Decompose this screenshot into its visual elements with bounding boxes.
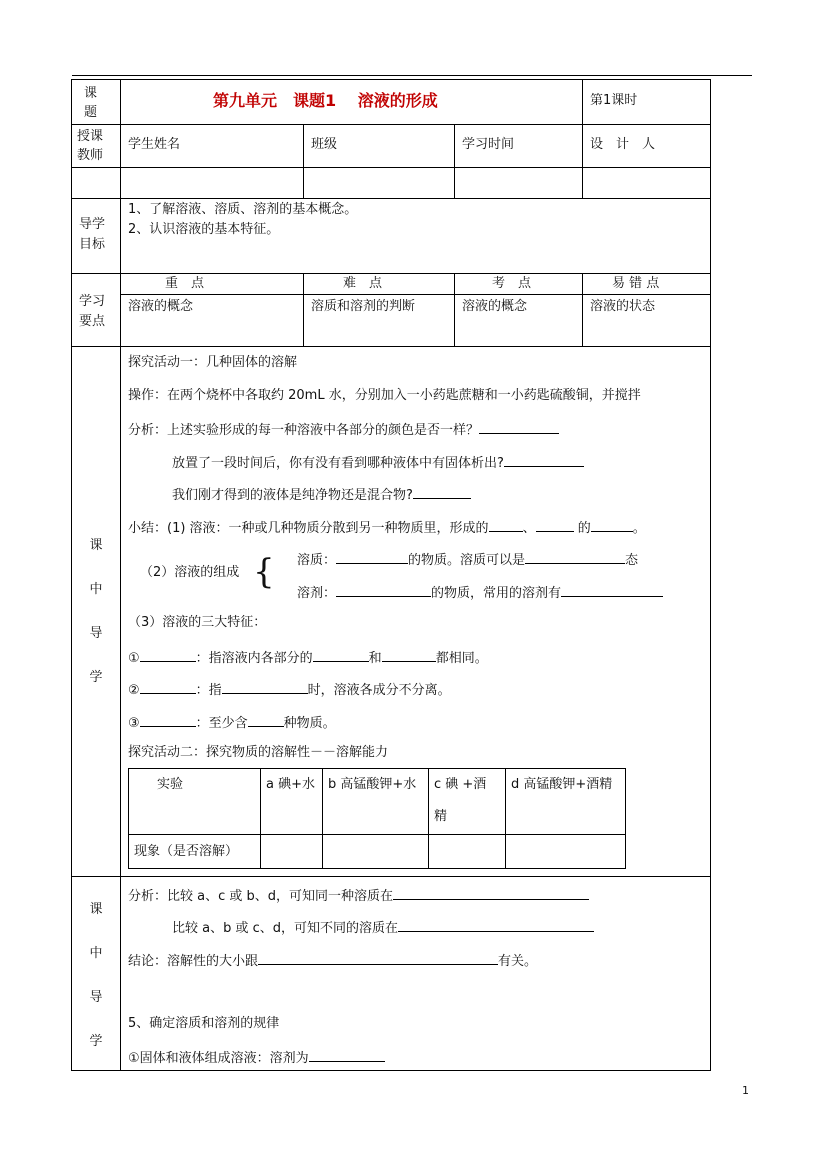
feature1-line: [128, 647, 488, 668]
conclusion-end: 有关。: [498, 954, 538, 969]
answer-blank[interactable]: [309, 1047, 385, 1062]
goal-item: 1、了解溶液、溶质、溶剂的基本概念。: [128, 202, 358, 217]
exp-result-cell: [428, 834, 506, 869]
goal-item: 2、认识溶液的基本特征。: [128, 222, 280, 237]
brace-icon: {: [253, 552, 275, 592]
class-label: 班级: [311, 137, 338, 152]
answer-blank[interactable]: [393, 885, 589, 900]
answer-blank[interactable]: [504, 452, 584, 467]
answer-blank[interactable]: [382, 647, 436, 662]
teacher-label: 授课教师: [77, 129, 104, 163]
answer-blank[interactable]: [591, 517, 633, 532]
feature3-text: ：至少含: [195, 716, 248, 731]
period-label: 第1课时: [590, 93, 638, 108]
conclusion-text: 结论：溶解性的大小跟: [128, 954, 259, 969]
analysis1-line: [128, 419, 559, 440]
answer-blank[interactable]: [140, 679, 196, 694]
kp-header-error: 易 错 点: [612, 276, 660, 291]
answer-blank[interactable]: [336, 582, 431, 597]
solute-end: 态: [625, 553, 639, 568]
solvent-text: 的物质，常用的溶剂有: [431, 586, 562, 601]
exp-header: b 高锰酸钾+水: [328, 777, 417, 792]
section2-label-char: 导: [89, 990, 103, 1005]
answer-blank[interactable]: [536, 517, 574, 532]
kp-header-focus: 重 点: [165, 276, 205, 291]
designer-label: 设 计 人: [590, 137, 656, 152]
blank-cell: [303, 167, 455, 199]
section2-label-char: 课: [89, 902, 103, 917]
keypoints-label: 学习要点: [79, 294, 106, 329]
summary1-text: 的: [573, 521, 591, 536]
exp-row-label: 现象（是否溶解）: [134, 844, 239, 859]
analysis3-text: 我们刚才得到的液体是纯净物还是混合物?: [172, 488, 413, 503]
analysis-compare2-text: 比较 a、b 或 c、d，可知不同的溶质在: [172, 921, 399, 936]
activity2-title: 探究活动二：探究物质的溶解性－－溶解能力: [128, 745, 389, 760]
answer-blank[interactable]: [336, 549, 408, 564]
feature2-line: [128, 679, 451, 700]
feature2-text: ：指: [195, 683, 222, 698]
answer-blank[interactable]: [140, 647, 196, 662]
section1-label-char: 学: [89, 670, 103, 685]
section1-label-cell: [71, 346, 121, 877]
summary1-text: 小结：(1) 溶液：一种或几种物质分散到另一种物质里，形成的: [128, 521, 489, 536]
blank-cell: [454, 167, 583, 199]
kp-value: 溶质和溶剂的判断: [311, 299, 416, 314]
feature1-and: 和: [368, 651, 382, 666]
exp-header: 实验: [157, 777, 184, 792]
features-title: （3）溶液的三大特征：: [128, 615, 267, 630]
exp-header-cell: [128, 768, 261, 835]
answer-blank[interactable]: [413, 484, 471, 499]
answer-blank[interactable]: [313, 647, 369, 662]
kp-value: 溶液的概念: [128, 299, 194, 314]
section1-label-char: 课: [89, 538, 103, 553]
exp-result-cell: [505, 834, 626, 869]
kp-value: 溶液的状态: [590, 299, 656, 314]
operation-text: 操作：在两个烧杯中各取约 20mL 水，分别加入一小药匙蔗糖和一小药匙硫酸铜，并搅拌: [128, 388, 641, 403]
exp-header: c 碘 +酒: [434, 777, 487, 792]
section1-label-char: 导: [89, 626, 103, 641]
solvent-label: 溶剂：: [297, 586, 337, 601]
answer-blank[interactable]: [140, 712, 196, 727]
analysis3-line: [172, 484, 471, 505]
goals-label: 导学目标: [79, 217, 106, 252]
feature3-line: [128, 712, 336, 733]
summary1-sep: 、: [522, 521, 536, 536]
answer-blank[interactable]: [489, 517, 523, 532]
answer-blank[interactable]: [248, 712, 284, 727]
feature3-num: ③: [128, 716, 140, 731]
kp-header-difficulty: 难 点: [343, 276, 383, 291]
composition-label: （2）溶液的组成: [140, 565, 240, 580]
conclusion-line: [128, 950, 537, 971]
exp-result-cell: [260, 834, 323, 869]
analysis-compare2-line: [172, 917, 594, 938]
summary1-end: 。: [632, 521, 646, 536]
feature1-num: ①: [128, 651, 140, 666]
section2-label-char: 中: [89, 946, 103, 961]
page-number: 1: [742, 1084, 749, 1097]
rule1-line: [128, 1047, 385, 1068]
section2-label-char: 学: [89, 1034, 103, 1049]
solute-text: 的物质。溶质可以是: [408, 553, 526, 568]
analysis-compare-line: [128, 885, 589, 906]
course-label: 课题: [84, 86, 98, 120]
exp-result-cell: [322, 834, 429, 869]
analysis2-text: 放置了一段时间后，你有没有看到哪种液体中有固体析出?: [172, 456, 504, 471]
feature3-end: 种物质。: [283, 716, 336, 731]
feature1-end: 都相同。: [435, 651, 488, 666]
feature2-end: 时，溶液各成分不分离。: [307, 683, 451, 698]
solvent-line: [297, 582, 663, 603]
solute-line: [297, 549, 638, 570]
answer-blank[interactable]: [479, 419, 559, 434]
solute-label: 溶质：: [297, 553, 337, 568]
blank-cell: [582, 167, 711, 199]
analysis2-line: [172, 452, 584, 473]
study-time-label: 学习时间: [462, 137, 515, 152]
kp-value: 溶液的概念: [462, 299, 528, 314]
analysis1-text: 分析：上述实验形成的每一种溶液中各部分的颜色是否一样？: [128, 423, 480, 438]
answer-blank[interactable]: [561, 582, 663, 597]
kp-header-cell: [120, 273, 304, 295]
exp-header: d 高锰酸钾+酒精: [511, 777, 613, 792]
exp-header-wrap: 精: [434, 809, 448, 824]
rule1-text: ①固体和液体组成溶液：溶剂为: [128, 1051, 309, 1066]
kp-header-exam: 考 点: [492, 276, 532, 291]
answer-blank[interactable]: [258, 950, 498, 965]
feature2-num: ②: [128, 683, 140, 698]
answer-blank[interactable]: [398, 917, 594, 932]
activity1-title: 探究活动一：几种固体的溶解: [128, 355, 298, 370]
student-name-label: 学生姓名: [128, 137, 181, 152]
blank-cell: [71, 167, 121, 199]
exp-header: a 碘+水: [266, 777, 315, 792]
section1-label-char: 中: [89, 582, 103, 597]
page-title: 第九单元 课题1 溶液的形成: [213, 91, 438, 110]
rule-title: 5、确定溶质和溶剂的规律: [128, 1016, 280, 1031]
summary1-line: [128, 517, 646, 538]
answer-blank[interactable]: [222, 679, 308, 694]
feature1-text: ：指溶液内各部分的: [195, 651, 313, 666]
answer-blank[interactable]: [525, 549, 625, 564]
blank-cell: [120, 167, 304, 199]
analysis-compare-text: 分析：比较 a、c 或 b、d，可知同一种溶质在: [128, 889, 394, 904]
